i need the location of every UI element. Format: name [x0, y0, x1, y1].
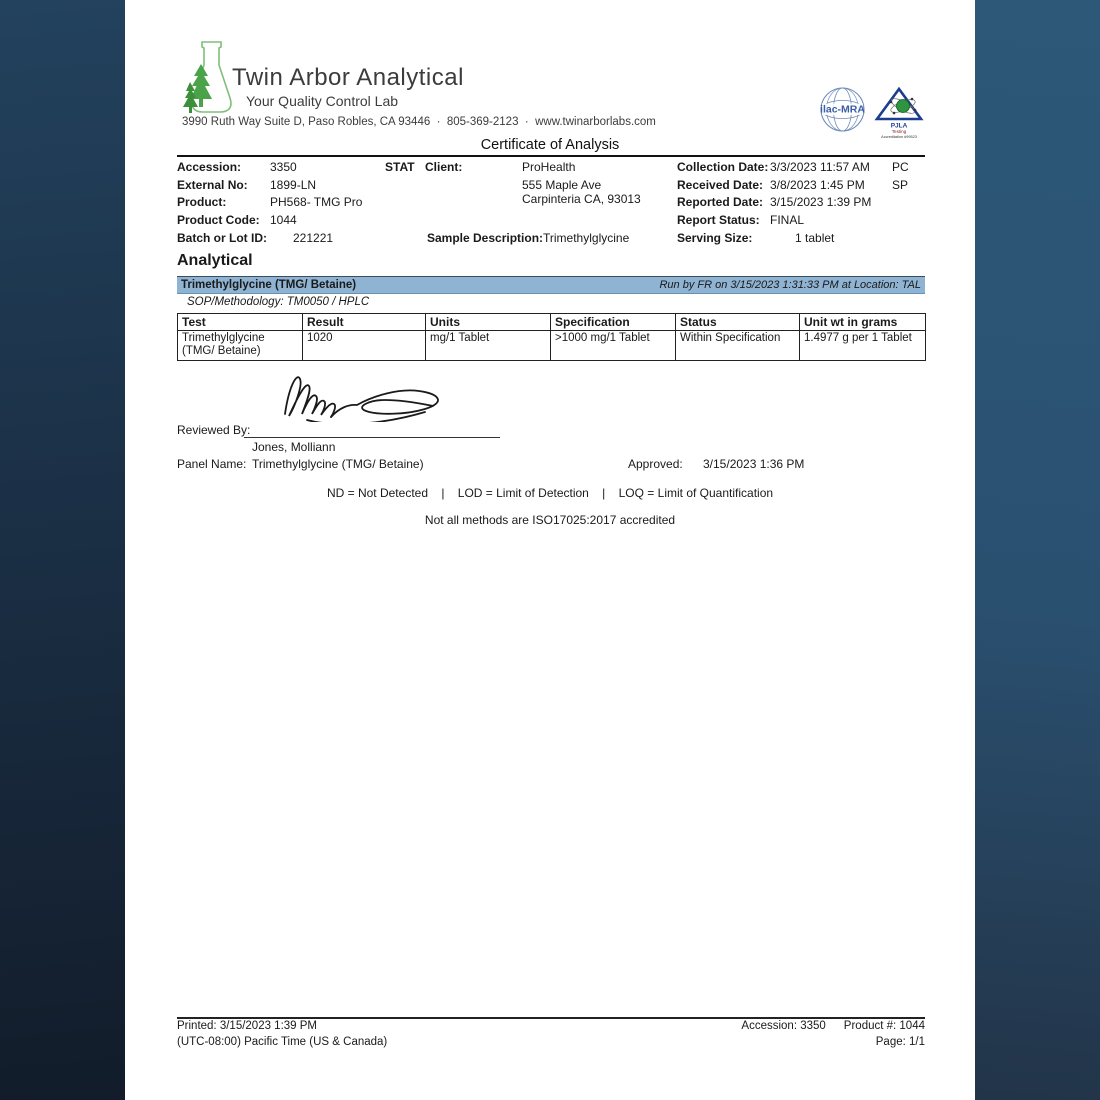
external-no-value: 1899-LN	[270, 177, 317, 192]
stat-flag: STAT	[385, 160, 415, 174]
pjla-accreditation-number: Accreditation #99523	[881, 135, 917, 139]
serving-size-label: Serving Size:	[677, 231, 753, 245]
reported-date-label: Reported Date:	[677, 195, 764, 209]
pjla-testing-label: Testing	[891, 129, 907, 134]
company-tagline: Your Quality Control Lab	[246, 93, 399, 109]
footer-product-number: Product #: 1044	[843, 1020, 925, 1032]
reviewed-by-label: Reviewed By:	[177, 423, 251, 437]
col-result: Result	[303, 314, 426, 331]
reported-date-value: 3/15/2023 1:39 PM	[770, 195, 872, 209]
signature-line	[244, 437, 500, 438]
backdrop-right-band	[975, 0, 1100, 1100]
pjla-accreditation-icon	[872, 82, 926, 140]
panel-banner-run-info: Run by FR on 3/15/2023 1:31:33 PM at Location: TAL	[659, 279, 921, 291]
page-number: Page: 1/1	[875, 1035, 925, 1048]
batch-value: 221221	[293, 231, 334, 245]
client-address2: Carpinteria CA, 93013	[522, 192, 641, 206]
sample-info-section	[177, 160, 925, 252]
reviewer-signature	[273, 364, 473, 422]
received-date-value: 3/8/2023 1:45 PM	[770, 177, 865, 192]
collection-date-value: 3/3/2023 11:57 AM	[770, 160, 870, 174]
pjla-label: PJLA	[890, 122, 908, 130]
received-date-label: Received Date:	[677, 177, 764, 192]
timezone-note: (UTC-08:00) Pacific Time (US & Canada)	[177, 1035, 388, 1048]
serving-size-value: 1 tablet	[795, 231, 835, 245]
cell-status: Within Specification	[676, 331, 800, 361]
col-specification: Specification	[551, 314, 676, 331]
footer-accession: Accession: 3350	[741, 1020, 826, 1032]
cell-specification: >1000 mg/1 Tablet	[551, 331, 676, 361]
batch-label: Batch or Lot ID:	[177, 231, 267, 245]
panel-banner-title: Trimethylglycine (TMG/ Betaine)	[181, 279, 357, 291]
client-name: ProHealth	[522, 160, 576, 174]
report-status-label: Report Status:	[677, 212, 760, 227]
report-status-value: FINAL	[770, 212, 805, 227]
results-table	[177, 313, 926, 361]
certificate-page	[125, 0, 975, 1100]
panel-banner	[177, 276, 925, 294]
col-unit-wt: Unit wt in grams	[800, 314, 926, 331]
product-label: Product:	[177, 195, 227, 209]
col-test: Test	[178, 314, 303, 331]
accreditation-note: Not all methods are ISO17025:2017 accredited	[424, 513, 676, 527]
header-rule	[177, 155, 925, 157]
printed-timestamp: Printed: 3/15/2023 1:39 PM	[177, 1020, 318, 1032]
panel-name-label: Panel Name:	[177, 457, 247, 471]
product-code-label: Product Code:	[177, 212, 260, 227]
collection-initials: PC	[892, 160, 909, 174]
product-value: PH568- TMG Pro	[270, 195, 363, 209]
cell-result: 1020	[303, 331, 426, 361]
sop-methodology: SOP/Methodology: TM0050 / HPLC	[187, 296, 370, 308]
results-row	[178, 331, 926, 361]
accession-value: 3350	[270, 160, 297, 174]
analytical-section-title: Analytical	[177, 252, 253, 269]
received-initials: SP	[892, 177, 909, 192]
company-name: Twin Arbor Analytical	[232, 64, 464, 91]
company-address: 3990 Ruth Way Suite D, Paso Robles, CA 93446 · 805-369-2123 · www.twinarborlabs.com	[182, 116, 656, 128]
sample-description-value: Trimethylglycine	[543, 231, 630, 245]
flask-trees-logo-icon	[181, 38, 233, 116]
ilac-mra-accreditation-icon	[819, 86, 866, 133]
cell-test: Trimethylglycine (TMG/ Betaine)	[178, 331, 303, 361]
external-no-label: External No:	[177, 177, 248, 192]
cell-units: mg/1 Tablet	[426, 331, 551, 361]
col-units: Units	[426, 314, 551, 331]
col-status: Status	[676, 314, 800, 331]
approved-date: 3/15/2023 1:36 PM	[703, 457, 805, 471]
panel-name-value: Trimethylglycine (TMG/ Betaine)	[252, 457, 424, 471]
client-label: Client:	[425, 160, 463, 174]
sample-description-label: Sample Description:	[427, 231, 544, 245]
approved-label: Approved:	[628, 457, 683, 471]
document-title: Certificate of Analysis	[480, 137, 620, 153]
accession-label: Accession:	[177, 160, 242, 174]
reviewer-name: Jones, Molliann	[252, 440, 336, 454]
backdrop-left-band	[0, 0, 125, 1100]
footer-right	[741, 1019, 925, 1050]
results-header-row	[178, 314, 926, 331]
footer-left	[177, 1019, 387, 1050]
product-code-value: 1044	[270, 212, 297, 227]
client-address1: 555 Maple Ave	[522, 177, 602, 192]
collection-date-label: Collection Date:	[677, 160, 769, 174]
ilac-mra-label: ilac-MRA	[820, 103, 865, 116]
cell-unit-wt: 1.4977 g per 1 Tablet	[800, 331, 926, 361]
abbreviation-legend: ND = Not Detected | LOD = Limit of Detection | LOQ = Limit of Quantification	[326, 486, 774, 500]
